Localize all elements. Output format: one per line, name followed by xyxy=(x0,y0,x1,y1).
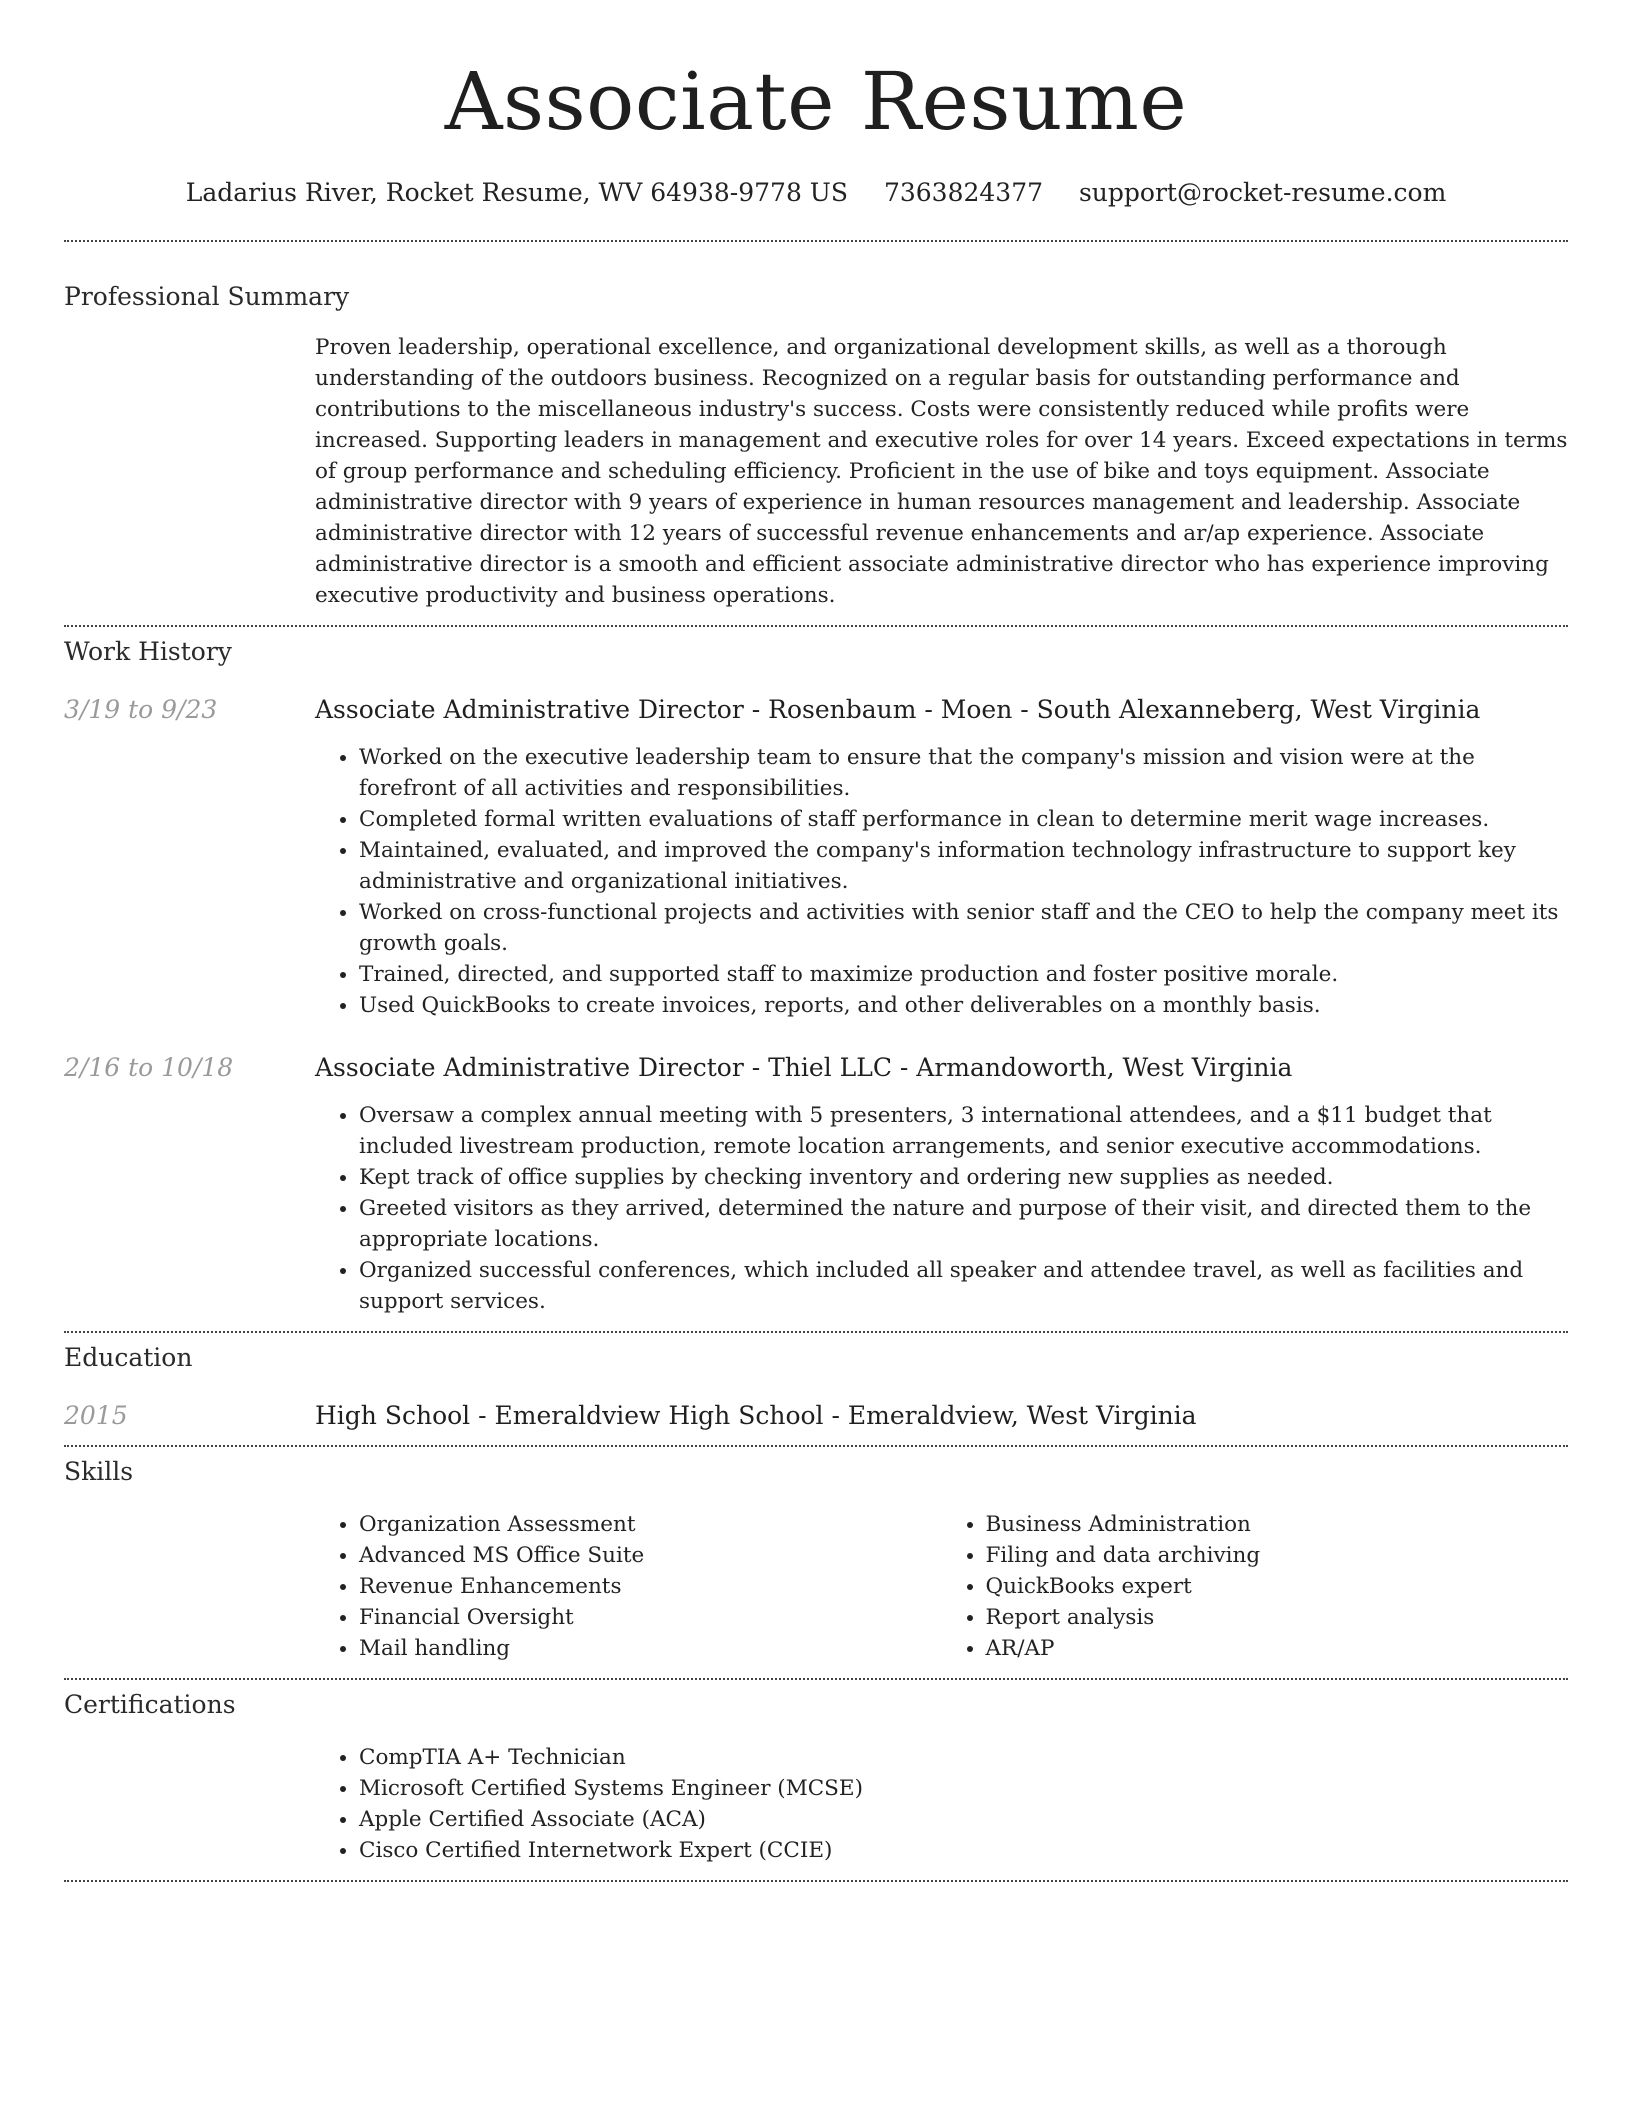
skills-section xyxy=(64,1447,1568,1664)
skill-item: • Mail handling xyxy=(359,1633,942,1664)
job-bullet: • Trained, directed, and supported staff to maximize production and foster positive morale. xyxy=(359,959,1568,990)
certifications-list xyxy=(315,1742,1568,1866)
job-bullets xyxy=(315,1100,1568,1317)
skills-list-left xyxy=(315,1509,942,1664)
skills-grid xyxy=(315,1509,1568,1664)
certification-item: • Microsoft Certified Systems Engineer (MCSE) xyxy=(359,1773,1568,1804)
certifications-container xyxy=(315,1742,1568,1866)
job-bullets-container xyxy=(315,1100,1568,1317)
work-history-section xyxy=(64,627,1568,1317)
education-entry xyxy=(64,1401,1568,1431)
skills-list-right xyxy=(942,1509,1569,1664)
job-bullet: • Worked on the executive leadership team to ensure that the company's mission and vision were at the forefront of all activities and responsibilities. xyxy=(359,742,1568,804)
job-bullet: • Maintained, evaluated, and improved the company's information technology infrastructure to support key administrative and organizational initiatives. xyxy=(359,835,1568,897)
skill-item: • Advanced MS Office Suite xyxy=(359,1540,942,1571)
section-title-education: Education xyxy=(64,1343,193,1372)
job-bullet: • Greeted visitors as they arrived, determined the nature and purpose of their visit, and directed them to the appropriate locations. xyxy=(359,1193,1568,1255)
job-heading: Associate Administrative Director - Thiel LLC - Armandoworth, West Virginia xyxy=(315,1053,1293,1082)
job-bullet: • Used QuickBooks to create invoices, reports, and other deliverables on a monthly basis. xyxy=(359,990,1568,1021)
education-heading: High School - Emeraldview High School - Emeraldview, West Virginia xyxy=(315,1401,1197,1430)
certification-item: • CompTIA A+ Technician xyxy=(359,1742,1568,1773)
contact-line xyxy=(64,178,1568,208)
divider xyxy=(64,1880,1568,1882)
job-bullet: • Organized successful conferences, which included all speaker and attendee travel, as well as facilities and support services. xyxy=(359,1255,1568,1317)
skill-item: • Report analysis xyxy=(986,1602,1569,1633)
section-title-work-history: Work History xyxy=(64,637,232,666)
certifications-section xyxy=(64,1680,1568,1866)
contact-phone: 7363824377 xyxy=(883,178,1044,207)
section-title-skills: Skills xyxy=(64,1457,134,1486)
job-bullet: • Completed formal written evaluations of staff performance in clean to determine merit wage increases. xyxy=(359,804,1568,835)
job-bullet: • Worked on cross-functional projects and activities with senior staff and the CEO to help the company meet its growth goals. xyxy=(359,897,1568,959)
skill-item: • Revenue Enhancements xyxy=(359,1571,942,1602)
job-bullets xyxy=(315,742,1568,1021)
contact-email: support@rocket-resume.com xyxy=(1078,178,1447,207)
section-title-summary: Professional Summary xyxy=(64,282,350,311)
job-entry xyxy=(64,1053,1568,1317)
skill-item: • Financial Oversight xyxy=(359,1602,942,1633)
skill-item: • AR/AP xyxy=(986,1633,1569,1664)
skill-item: • Organization Assessment xyxy=(359,1509,942,1540)
job-entry xyxy=(64,695,1568,1021)
contact-address: Ladarius River, Rocket Resume, WV 64938-9778 US xyxy=(185,178,848,207)
skill-item: • Business Administration xyxy=(986,1509,1569,1540)
job-bullet: • Oversaw a complex annual meeting with 5 presenters, 3 international attendees, and a $11 budget that included livestream production, remote location arrangements, and senior executive accommodations. xyxy=(359,1100,1568,1162)
certification-item: • Cisco Certified Internetwork Expert (CCIE) xyxy=(359,1835,1568,1866)
summary-text: Proven leadership, operational excellence, and organizational development skills, as well as a thorough understanding of the outdoors business. Recognized on a regular basis for outstanding performance and contributions to the miscellaneous industry's success. Costs were consistently reduced while profits were increased. Supporting leaders in management and executive roles for over 14 years. Exceed expectations in terms of group performance and scheduling efficiency. Proficient in the use of bike and toys equipment. Associate administrative director with 9 years of experience in human resources management and leadership. Associate administrative director with 12 years of successful revenue enhancements and ar/ap experience. Associate administrative director is a smooth and efficient associate administrative director who has experience improving executive productivity and business operations. xyxy=(315,335,1568,608)
education-section xyxy=(64,1333,1568,1431)
summary-section xyxy=(64,242,1568,611)
section-title-certifications: Certifications xyxy=(64,1690,236,1719)
certification-item: • Apple Certified Associate (ACA) xyxy=(359,1804,1568,1835)
skill-item: • QuickBooks expert xyxy=(986,1571,1569,1602)
job-bullets-container xyxy=(315,742,1568,1021)
resume-title: Associate Resume xyxy=(444,55,1188,148)
job-heading: Associate Administrative Director - Rosenbaum - Moen - South Alexanneberg, West Virginia xyxy=(315,695,1481,724)
skill-item: • Filing and data archiving xyxy=(986,1540,1569,1571)
education-date: 2015 xyxy=(64,1401,128,1430)
resume-page xyxy=(64,0,1568,1882)
job-dates: 3/19 to 9/23 xyxy=(64,695,218,724)
job-dates: 2/16 to 10/18 xyxy=(64,1053,234,1082)
job-bullet: • Kept track of office supplies by checking inventory and ordering new supplies as needed. xyxy=(359,1162,1568,1193)
